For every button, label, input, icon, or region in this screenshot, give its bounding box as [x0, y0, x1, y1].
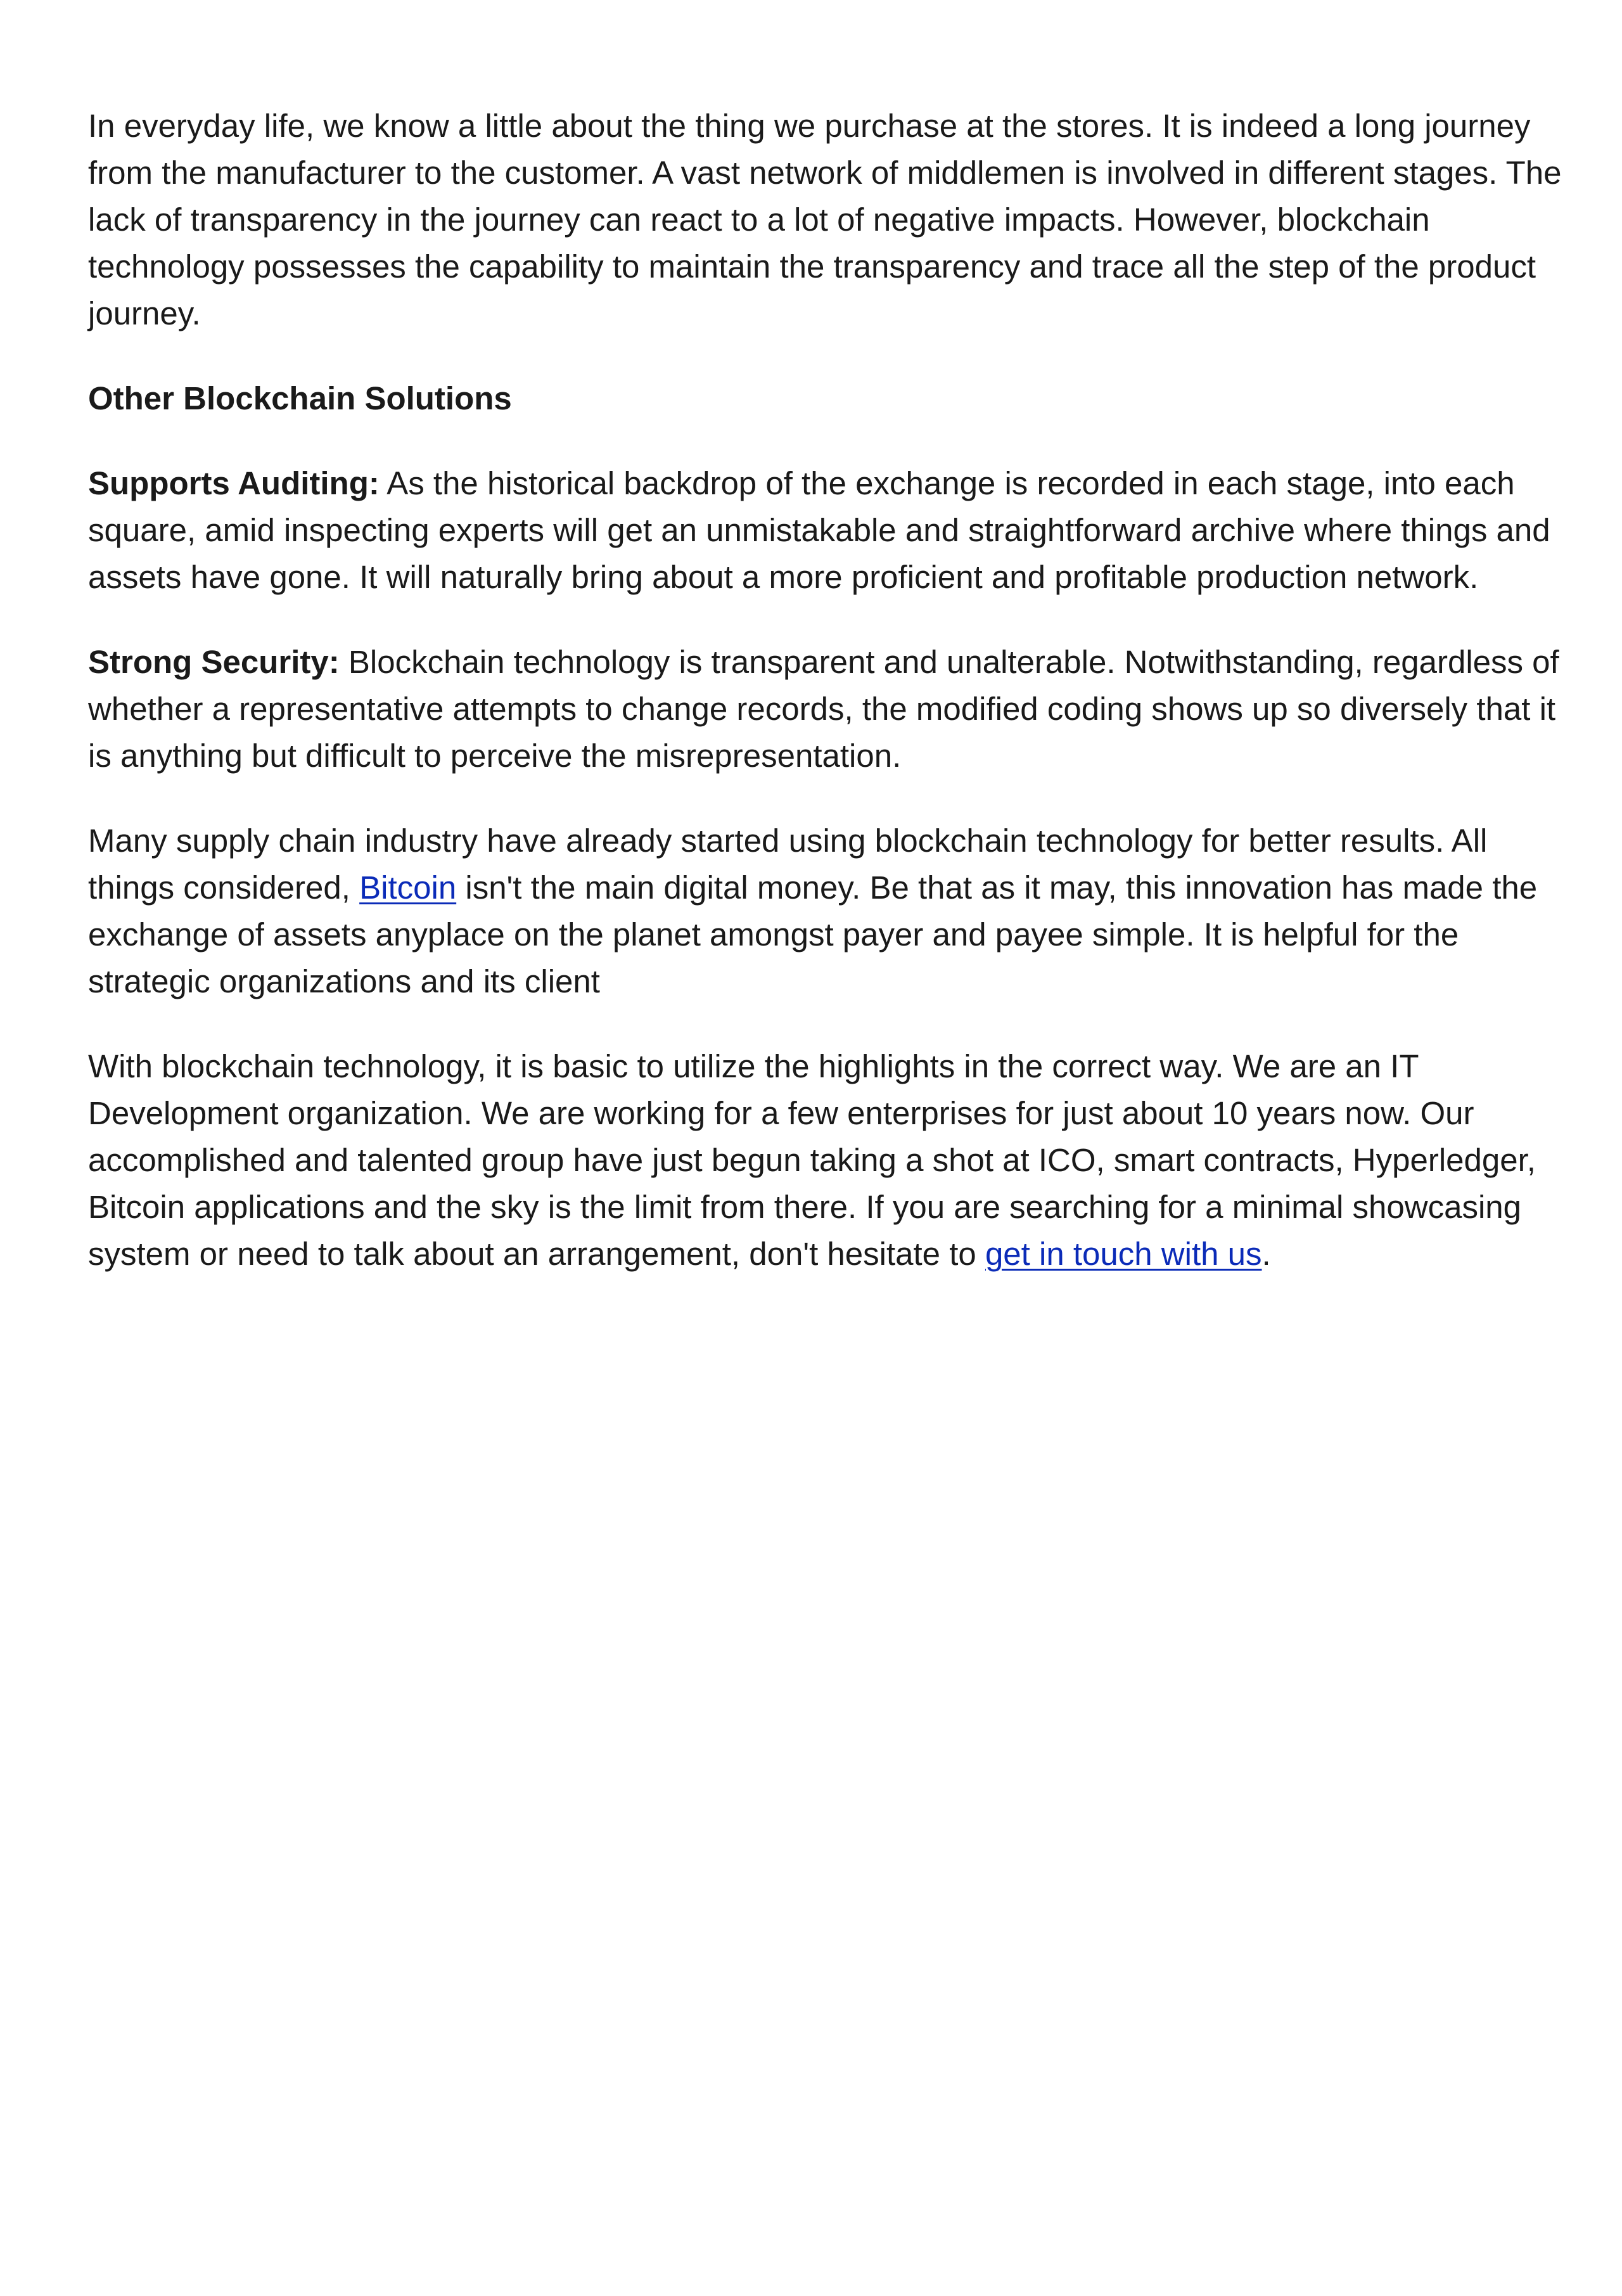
document-body	[88, 103, 1571, 1316]
closing-paragraph	[88, 1043, 1571, 1278]
security-paragraph	[88, 639, 1571, 779]
supply-chain-text-before: Many supply chain industry have already started using blockchain technology for better results. All things considered,	[88, 823, 1488, 906]
closing-text-before: With blockchain technology, it is basic to utilize the highlights in the correct way. We are an IT Development organization. We are working for a few enterprises for just about 10 years now. Our accomplished and talented group have just begun taking a shot at ICO, smart contracts, Hyperledger, Bitcoin applications and the sky is the limit from there. If you are searching for a minimal showcasing system or need to talk about an arrangement, don't hesitate to	[88, 1048, 1536, 1272]
contact-link[interactable]: get in touch with us	[985, 1236, 1262, 1272]
supply-chain-paragraph	[88, 818, 1571, 1005]
intro-paragraph: In everyday life, we know a little about the thing we purchase at the stores. It is indeed a long journey from the manufacturer to the customer. A vast network of middlemen is involved in different stages. The lack of transparency in the journey can react to a lot of negative impacts. However, blockchain technology possesses the capability to maintain the transparency and trace all the step of the product journey.	[88, 108, 1562, 331]
auditing-paragraph	[88, 460, 1571, 601]
auditing-text: As the historical backdrop of the exchange is recorded in each stage, into each square, amid inspecting experts will get an unmistakable and straightforward archive where things and assets have gone. It will naturally bring about a more proficient and profitable production network.	[88, 465, 1550, 595]
security-label: Strong Security:	[88, 644, 340, 680]
auditing-label: Supports Auditing:	[88, 465, 380, 501]
section-heading: Other Blockchain Solutions	[88, 380, 512, 416]
supply-chain-text-after: isn't the main digital money. Be that as it may, this innovation has made the exchange of assets anyplace on the planet amongst payer and payee simple. It is helpful for the strategic organizations and its client	[88, 869, 1538, 999]
bitcoin-link[interactable]: Bitcoin	[359, 869, 457, 906]
security-text: Blockchain technology is transparent and unalterable. Notwithstanding, regardless of whether a representative attempts to change records, the modified coding shows up so diversely that it is anything but difficult to perceive the misrepresentation.	[88, 644, 1559, 774]
closing-text-after: .	[1261, 1236, 1271, 1272]
